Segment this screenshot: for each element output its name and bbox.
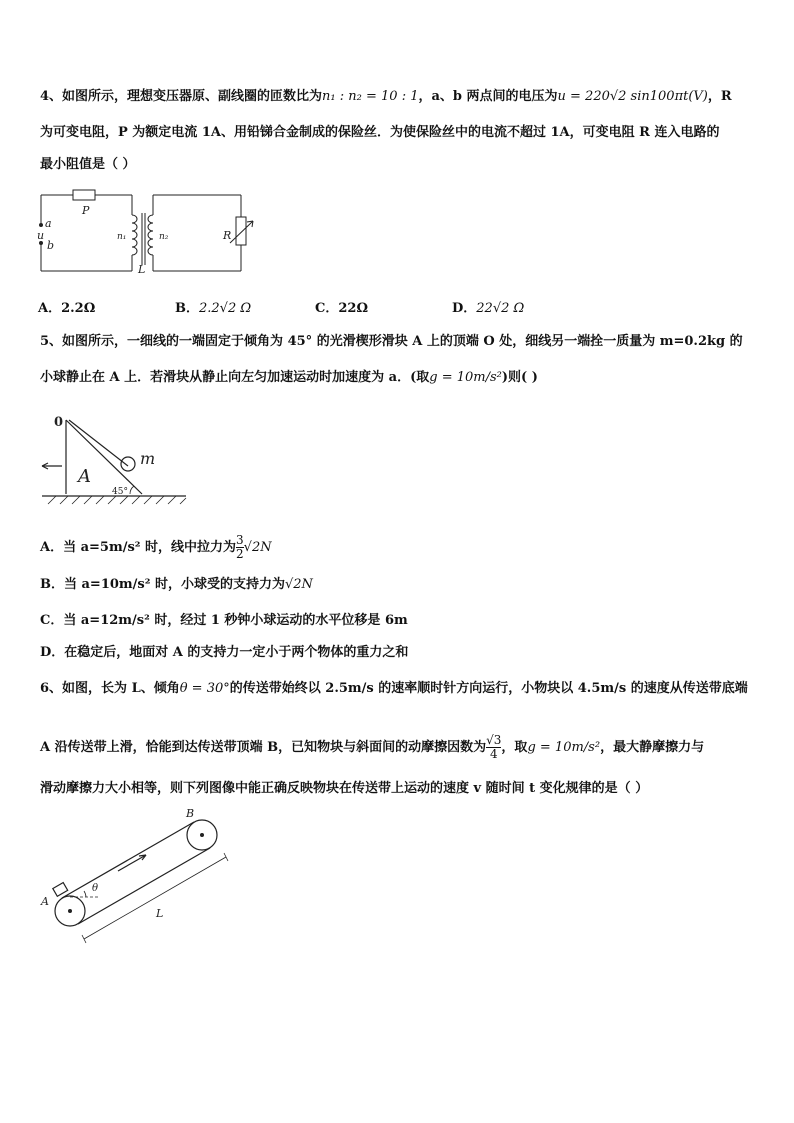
turns-ratio: n₁ : n₂ = 10 : 1: [322, 89, 419, 104]
q6-line-3: 滑动摩擦力大小相等，则下列图像中能正确反映物块在传送带上运动的速度 v 随时间 t 变化规律的是（ ）: [40, 781, 649, 796]
mass-m-label: m: [140, 449, 156, 468]
q5-option-a[interactable]: [40, 534, 272, 561]
option-value: 22√2 Ω: [476, 301, 525, 316]
fraction-three-halves: $\frac{3}{2}$: [236, 533, 244, 561]
length-l-label: L: [156, 907, 164, 920]
q6-text: A 沿传送带上滑，恰能到达传送带顶端 B，已知物块与斜面间的动摩擦因数为: [40, 740, 487, 755]
q5-line-1: 5、如图所示，一细线的一端固定于倾角为 45° 的光滑楔形滑块 A 上的顶端 O 处，细线另一端拴一质量为 m=0.2kg 的: [40, 334, 743, 349]
wedge-a-label: A: [78, 466, 91, 487]
resistor-label: R: [223, 229, 232, 242]
q4-text: ，R: [707, 89, 732, 104]
q6-text: ，最大静摩擦力与: [600, 740, 705, 755]
q4-text: 4、如图所示，理想变压器原、副线圈的匝数比为: [40, 89, 323, 104]
angle-label: 45°: [112, 487, 128, 497]
point-a-label: a: [45, 217, 52, 230]
option-value: √2N: [243, 540, 272, 555]
option-value: √2N: [284, 577, 313, 592]
q4-text: ，a、b 两点间的电压为: [418, 89, 558, 104]
point-a-label: A: [41, 895, 49, 908]
option-value: 2.2√2 Ω: [199, 301, 252, 316]
gravity-value: g = 10m/s²: [429, 370, 502, 385]
core-label: L: [138, 263, 146, 276]
q5-text: 小球静止在 A 上．若滑块从静止向左匀加速运动时加速度为 a．(取: [40, 370, 430, 385]
option-text: A．当 a=5m/s² 时，线中拉力为: [40, 540, 237, 555]
q4-option-b[interactable]: [175, 297, 251, 316]
angle-theta-label: θ: [92, 883, 99, 894]
q4-option-d[interactable]: [452, 297, 524, 316]
voltage-expression: u = 220√2 sin100πt(V): [557, 89, 708, 104]
wedge-ball-diagram: [38, 410, 198, 510]
option-label: A．: [38, 301, 62, 316]
point-b-label: b: [47, 239, 55, 252]
friction-coefficient: $\frac{√3}{4}$: [486, 733, 502, 761]
q5-option-c[interactable]: C．当 a=12m/s² 时，经过 1 秒钟小球运动的水平位移是 6m: [40, 613, 408, 628]
option-text: B．当 a=10m/s² 时，小球受的支持力为: [40, 577, 285, 592]
q5-option-b[interactable]: [40, 576, 313, 594]
fuse-label: P: [82, 204, 90, 217]
q5-line-2: [40, 369, 538, 387]
conveyor-belt-diagram: [38, 805, 248, 945]
q4-line-2: 为可变电阻，P 为额定电流 1A、用铅锑合金制成的保险丝．为使保险丝中的电流不超过 1A，可变电阻 R 连入电路的: [40, 125, 720, 140]
voltage-u-label: u: [37, 229, 45, 242]
q6-line-2: [40, 734, 704, 761]
gravity-value: g = 10m/s²: [527, 740, 601, 755]
q5-option-d[interactable]: D．在稳定后，地面对 A 的支持力一定小于两个物体的重力之和: [40, 645, 409, 660]
point-b-label: B: [186, 807, 195, 820]
q6-text: ，取: [501, 740, 528, 755]
option-label: D．: [452, 301, 477, 316]
q4-option-c[interactable]: [315, 297, 368, 316]
angle-theta: θ = 30°: [179, 681, 230, 696]
q4-line-1: [40, 88, 732, 106]
option-label: C．: [315, 301, 339, 316]
option-value: 22Ω: [338, 301, 369, 316]
q6-text: 的传送带始终以 2.5m/s 的速率顺时针方向运行，小物块以 4.5m/s 的速度从传送带底端: [229, 681, 748, 696]
n1-label: n₁: [117, 232, 127, 242]
q4-option-a[interactable]: [38, 297, 95, 316]
n2-label: n₂: [159, 232, 169, 242]
option-value: 2.2Ω: [61, 301, 96, 316]
q4-line-3: 最小阻值是（ ）: [40, 157, 136, 172]
transformer-circuit-diagram: [35, 185, 255, 275]
q5-text: )则( ): [501, 370, 538, 385]
point-o-label: 0: [54, 415, 64, 430]
q6-text: 6、如图，长为 L、倾角: [40, 681, 180, 696]
q6-line-1: [40, 680, 748, 698]
option-label: B．: [175, 301, 199, 316]
